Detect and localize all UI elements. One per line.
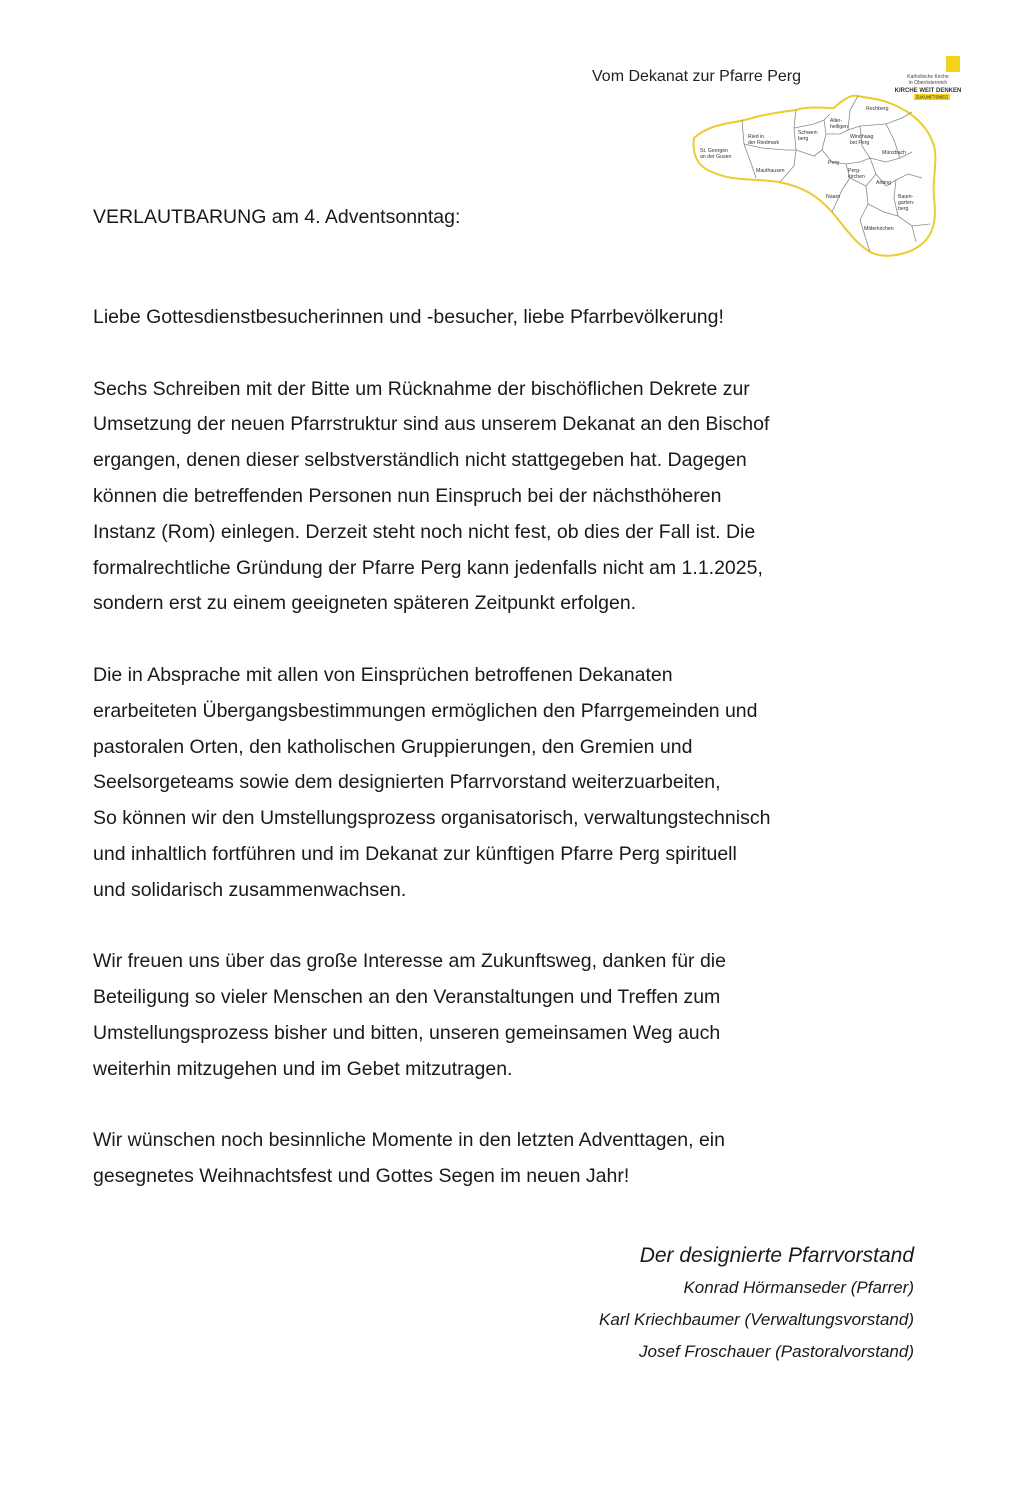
- text-line: können die betreffenden Personen nun Einspruch bei der nächsthöheren: [93, 484, 722, 507]
- letter-body: [93, 300, 933, 1231]
- place-label: kirchen: [848, 174, 865, 180]
- place-label: garten-: [898, 200, 915, 206]
- place-label: Perg: [828, 160, 839, 166]
- paragraph-3: [93, 944, 933, 1087]
- place-label: heiligen: [830, 124, 848, 130]
- paragraph-2: [93, 658, 933, 909]
- place-label: St. Georgen: [700, 148, 728, 154]
- paragraph-4: [93, 1123, 933, 1195]
- place-label: Windhaag: [850, 134, 874, 140]
- greeting-line: Liebe Gottesdienstbesucherinnen und -besucher, liebe Pfarrbevölkerung!: [93, 306, 724, 328]
- signature-name: Josef Froschauer (Pastoralvorstand): [639, 1342, 914, 1361]
- place-labels: [700, 106, 915, 232]
- text-line: Wir freuen uns über das große Interesse am Zukunftsweg, danken für die: [93, 950, 726, 973]
- logo-line1: Katholische Kirche: [907, 74, 949, 80]
- text-line: gesegnetes Weihnachtsfest und Gottes Segen im neuen Jahr!: [93, 1165, 630, 1188]
- text-line: formalrechtliche Gründung der Pfarre Perg kann jedenfalls nicht am 1.1.2025,: [93, 556, 763, 579]
- signature-block: [599, 1240, 914, 1368]
- text-line: ergangen, denen dieser selbstverständlich nicht stattgegeben hat. Dagegen: [93, 449, 747, 472]
- place-label: Mauthausen: [756, 168, 785, 174]
- diocese-logo: [895, 56, 962, 100]
- logo-slogan: KIRCHE WEIT DENKEN: [894, 88, 962, 94]
- place-label: Rechberg: [866, 106, 889, 112]
- place-label: Naarn: [826, 194, 841, 200]
- logo-tag: ZUKUNFTSWEG: [915, 94, 949, 100]
- text-line: Sechs Schreiben mit der Bitte um Rücknahme der bischöflichen Dekrete zur: [93, 377, 750, 400]
- text-line: Umsetzung der neuen Pfarrstruktur sind aus unserem Dekanat an den Bischof: [93, 413, 770, 436]
- place-label: bei Perg: [850, 140, 870, 146]
- place-label: Ried in: [748, 134, 765, 140]
- text-line: und solidarisch zusammenwachsen.: [93, 878, 407, 901]
- signature-name: Karl Kriechbaumer (Verwaltungsvorstand): [599, 1310, 914, 1329]
- greeting: [93, 300, 933, 336]
- place-label: Baum-: [898, 194, 914, 200]
- place-label: Schwert-: [798, 130, 819, 136]
- text-line: Wir wünschen noch besinnliche Momente in den letzten Adventtagen, ein: [93, 1129, 725, 1152]
- text-line: pastoralen Orten, den katholischen Gruppierungen, den Gremien und: [93, 735, 693, 758]
- text-line: erarbeiteten Übergangsbestimmungen ermöglichen den Pfarrgemeinden und: [93, 699, 758, 722]
- place-label: Perg-: [848, 168, 861, 174]
- place-label: berg: [798, 136, 809, 142]
- place-label: Mitterkirchen: [864, 226, 894, 232]
- place-label: Arbing: [876, 180, 891, 186]
- place-label: an der Gusen: [700, 154, 732, 160]
- text-line: So können wir den Umstellungsprozess organisatorisch, verwaltungstechnisch: [93, 807, 771, 830]
- deanery-outline: [694, 96, 936, 256]
- text-line: Instanz (Rom) einlegen. Derzeit steht noch nicht fest, ob dies der Fall ist. Die: [93, 520, 756, 543]
- text-line: Seelsorgeteams sowie dem designierten Pfarrvorstand weiterzuarbeiten,: [93, 771, 721, 794]
- paragraph-1: [93, 372, 933, 623]
- announcement-heading: VERLAUTBARUNG am 4. Adventsonntag:: [93, 206, 461, 228]
- place-label: der Riedmark: [748, 140, 780, 146]
- parish-map: [690, 54, 970, 258]
- place-label: Münzbach: [882, 150, 906, 156]
- header-title: Vom Dekanat zur Pfarre Perg: [592, 68, 801, 85]
- place-label: Aller-: [830, 118, 843, 124]
- signature-name: Konrad Hörmanseder (Pfarrer): [683, 1278, 914, 1297]
- place-label: berg: [898, 206, 909, 212]
- logo-line2: in Oberösterreich: [908, 80, 948, 86]
- text-line: sondern erst zu einem geeigneten späteren Zeitpunkt erfolgen.: [93, 592, 637, 615]
- signature-title: Der designierte Pfarrvorstand: [639, 1244, 914, 1267]
- text-line: und inhaltlich fortführen und im Dekanat zur künftigen Pfarre Perg spirituell: [93, 842, 737, 865]
- text-line: Umstellungsprozess bisher und bitten, unseren gemeinsamen Weg auch: [93, 1021, 721, 1044]
- text-line: Beteiligung so vieler Menschen an den Veranstaltungen und Treffen zum: [93, 986, 721, 1009]
- logo-accent-square: [946, 56, 960, 72]
- text-line: weiterhin mitzugehen und im Gebet mitzutragen.: [93, 1057, 513, 1080]
- text-line: Die in Absprache mit allen von Einsprüchen betroffenen Dekanaten: [93, 663, 673, 686]
